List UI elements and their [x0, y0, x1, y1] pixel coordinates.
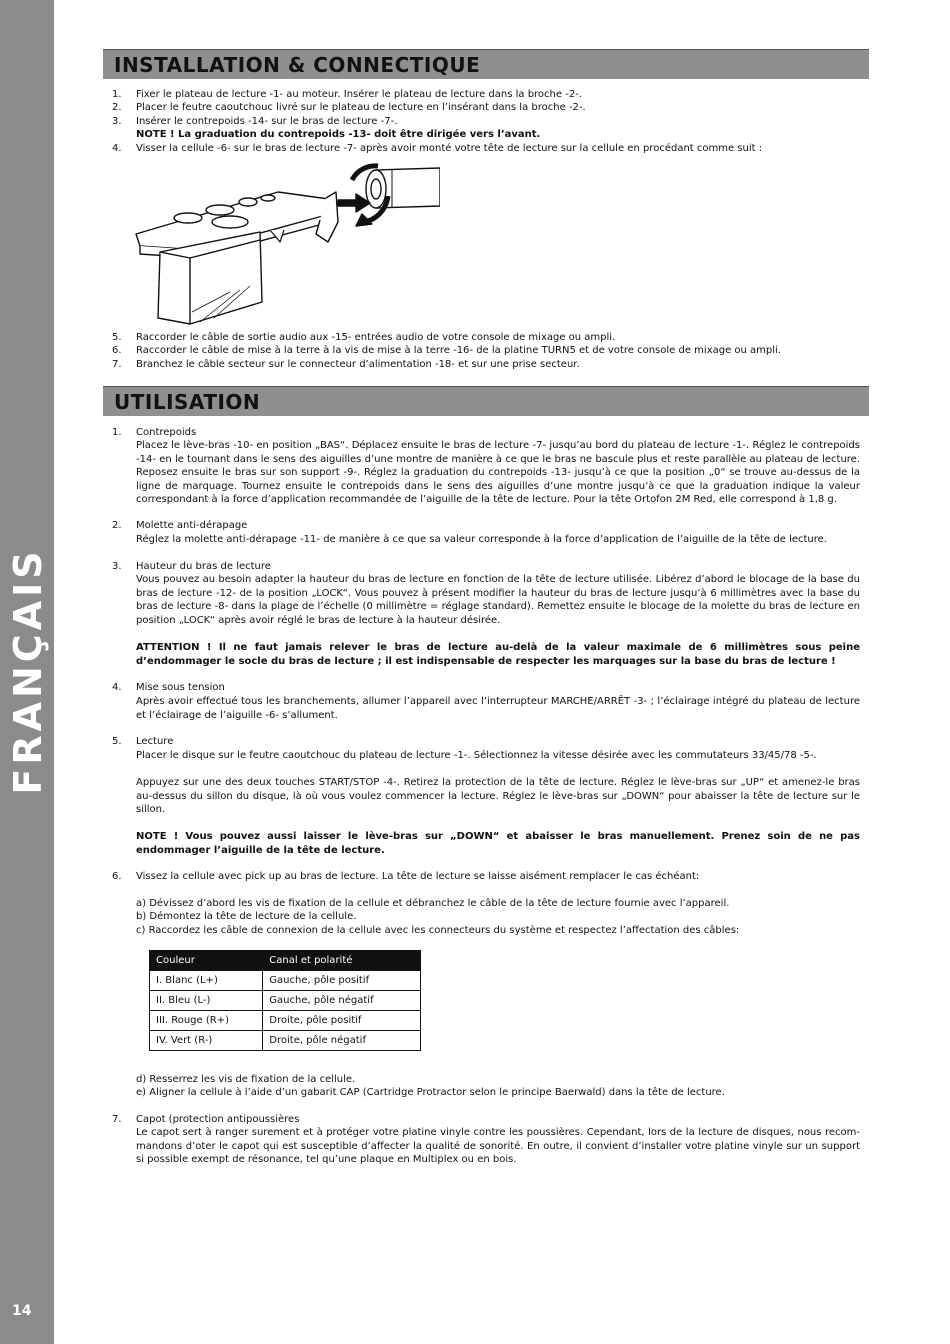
list-item: Placer le feutre caoutchouc livré sur le plateau de lecture en l’insérant dans la broche -2-.	[136, 102, 586, 113]
sub-step-c: c) Raccordez les câble de connexion de la cellule avec les connecteurs du système et respectez l’affectation des câbles:	[136, 925, 740, 936]
page-number: 14	[12, 1303, 32, 1319]
list-number: 6.	[112, 871, 122, 882]
sub-step-b: b) Démontez la tête de lecture de la cellule.	[136, 911, 357, 922]
paragraph: Appuyez sur une des deux touches START/STOP -4-. Retirez la protection de la tête de lecture. Réglez le lève-bras sur „UP“ et amenez-le bras au-dessus du sillon du disque, là où vous voulez commencer la lecture. Réglez le lève-bras sur „DOWN“ pour abaisser la tête de lecture sur le sillon.	[136, 777, 860, 815]
cable-assignment-table	[149, 950, 421, 1051]
list-item: Insérer le contrepoids -14- sur le bras de lecture -7-.	[136, 116, 398, 127]
table-cell: Droite, pôle négatif	[263, 1031, 421, 1051]
table-cell: III. Rouge (R+)	[150, 1011, 263, 1031]
section-header-installation	[103, 49, 869, 79]
table-cell: Gauche, pôle positif	[263, 971, 421, 991]
item-heading: Hauteur du bras de lecture	[136, 561, 271, 572]
list-item: Visser la cellule -6- sur le bras de lecture -7- après avoir monté votre tête de lecture sur la cellule en procédant comme suit :	[136, 143, 763, 154]
section-title: INSTALLATION & CONNECTIQUE	[114, 53, 481, 77]
paragraph: Après avoir effectué tous les branchements, allumer l’appareil avec l’interrupteur MARCHE/ARRÊT -3- ; l’éclairage intégré du plateau de lecture et l’éclairage de l’aiguille -6- s’allument.	[136, 696, 860, 721]
list-number: 1.	[112, 427, 122, 438]
paragraph: Vous pouvez au besoin adapter la hauteur du bras de lecture en fonction de la tête de lecture utilisée. Libérez d’abord le blocage de la base du bras de lecture -12- de la position „LOCK“. Vous pouvez à présent modifier la hauteur du bras de lecture jusqu’à 6 millimètres avec la base du bras de lecture -8- dans la plage de l’échelle (0 millimètre = réglage standard). Remettez ensuite le blocage de la molette du bras de lecture en position „LOCK“ après avoir réglé le bras de lecture à la hauteur désirée.	[136, 574, 860, 626]
list-item: Branchez le câble secteur sur le connecteur d’alimentation -18- et sur une prise secteur.	[136, 359, 580, 370]
note-text: NOTE ! Vous pouvez aussi laisser le lève-bras sur „DOWN“ et abaisser le bras manuellement. Prenez soin de ne pas endommager l’aiguille de la tête de lecture.	[136, 831, 860, 856]
list-number: 3.	[112, 561, 122, 572]
list-number: 4.	[112, 682, 122, 693]
list-number: 2.	[112, 102, 122, 113]
item-heading: Mise sous tension	[136, 682, 225, 693]
table-row	[150, 1011, 421, 1031]
language-label: FRANÇAIS	[6, 547, 50, 795]
list-number: 7.	[112, 359, 122, 370]
table-header-row	[150, 951, 421, 971]
item-heading: Lecture	[136, 736, 174, 747]
paragraph: Réglez la molette anti-dérapage -11- de manière à ce que sa valeur corresponde à la force d’application de l’aiguille de la tête de lecture.	[136, 534, 827, 545]
paragraph: Placez le lève-bras -10- en position „BAS“. Déplacez ensuite le bras de lecture -7- jusqu’au bord du plateau de lecture -1-. Réglez le contrepoids -14- en le tournant dans le sens des aiguilles d’une montre de manière à ce que le bras ne bascule plus et reste parallèle au plateau de lecture. Reposez ensuite le bras sur son support -9-. Réglez la graduation du contrepoids -13- jusqu’à ce que la position „0“ se trouve au-dessus de la ligne de marquage. Tournez ensuite le contrepoids dans le sens des aiguilles d’une montre jusqu’à ce que la graduation indique la valeur correspondant à la force d’application recommandée de l’aiguille de la tête de lecture. Pour la tête Ortofon 2M Red, elle correspond à 1,8 g.	[136, 440, 860, 505]
list-number: 4.	[112, 143, 122, 154]
note-text: NOTE ! La graduation du contrepoids -13- doit être dirigée vers l’avant.	[136, 129, 541, 140]
list-item: Raccorder le câble de mise à la terre à la vis de mise à la terre -16- de la platine TURN5 et de votre console de mixage ou ampli.	[136, 345, 782, 356]
item-heading: Vissez la cellule avec pick up au bras de lecture. La tête de lecture se laisse aisément remplacer le cas échéant:	[136, 871, 700, 882]
table-cell: I. Blanc (L+)	[150, 971, 263, 991]
table-cell: II. Bleu (L-)	[150, 991, 263, 1011]
list-item: Raccorder le câble de sortie audio aux -15- entrées audio de votre console de mixage ou ampli.	[136, 332, 616, 343]
paragraph: Le capot sert à ranger surement et à protéger votre platine vinyle contre les poussières. Cependant, lors de la lecture de disques, nous recommandons d’oter le capot qui est susceptible d’affecter la qualité de sonorité. En outre, il convient d’installer votre platine vinyle sur un support si possible exempt de résonance, tel qu’une plaque en Multiplex ou en bois.	[136, 1127, 860, 1165]
item-heading: Molette anti-dérapage	[136, 520, 248, 531]
list-number: 2.	[112, 520, 122, 531]
sub-step-a: a) Dévissez d’abord les vis de fixation de la cellule et débranchez le câble de la tête de lecture fournie avec l’appareil.	[136, 898, 730, 909]
language-sidebar	[0, 0, 54, 1344]
table-cell: IV. Vert (R-)	[150, 1031, 263, 1051]
section-title: UTILISATION	[114, 390, 261, 414]
table-cell: Gauche, pôle négatif	[263, 991, 421, 1011]
list-number: 7.	[112, 1114, 122, 1125]
table-cell: Droite, pôle positif	[263, 1011, 421, 1031]
item-heading: Contrepoids	[136, 427, 197, 438]
list-number: 3.	[112, 116, 122, 127]
sub-step-e: e) Aligner la cellule à l’aide d’un gabarit CAP (Cartridge Protractor selon le principe Baerwald) dans la tête de lecture.	[136, 1087, 725, 1098]
table-row	[150, 971, 421, 991]
section-header-utilisation	[103, 386, 869, 416]
list-number: 6.	[112, 345, 122, 356]
table-row	[150, 991, 421, 1011]
list-number: 1.	[112, 89, 122, 100]
paragraph: Placer le disque sur le feutre caoutchouc du plateau de lecture -1-. Sélectionnez la vitesse désirée avec les commutateurs 33/45/78 -5-.	[136, 750, 817, 761]
list-number: 5.	[112, 332, 122, 343]
column-header: Canal et polarité	[263, 951, 421, 971]
list-item: Fixer le plateau de lecture -1- au moteur. Insérer le plateau de lecture dans la broche -2-.	[136, 89, 582, 100]
list-number: 5.	[112, 736, 122, 747]
sub-step-d: d) Resserrez les vis de fixation de la cellule.	[136, 1074, 356, 1085]
column-header: Couleur	[150, 951, 263, 971]
item-heading: Capot (protection antipoussières	[136, 1114, 300, 1125]
warning-text: ATTENTION ! Il ne faut jamais relever le bras de lecture au-delà de la valeur maximale de 6 millimètres sous peine d’endommager le socle du bras de lecture ; il est indispensable de respecter les marquages sur la base du bras de lecture !	[136, 642, 860, 667]
cartridge-mounting-illustration	[130, 162, 440, 330]
table-row	[150, 1031, 421, 1051]
